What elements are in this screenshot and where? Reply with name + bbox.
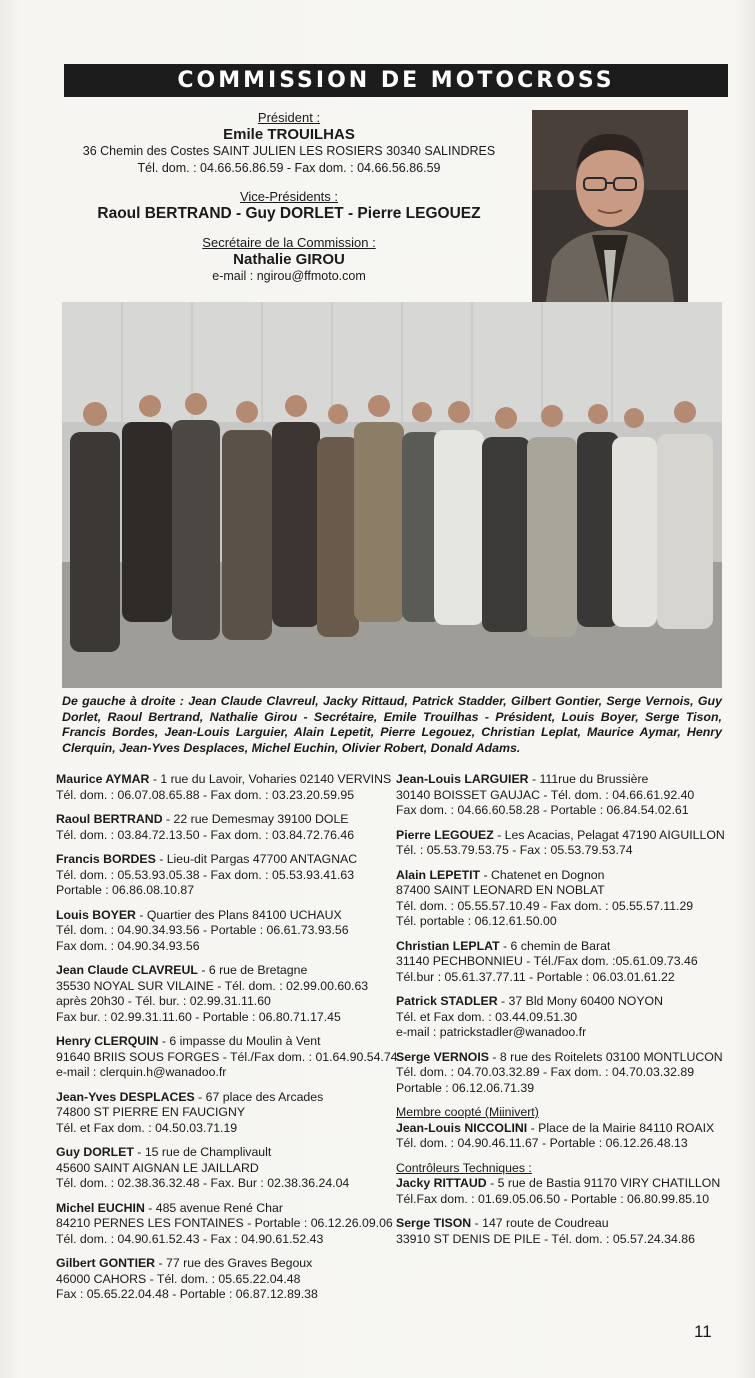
member-entry [396,939,736,986]
member-address: - Les Acacias, Pelagat 47190 AIGUILLON [493,827,725,842]
member-first-line [396,828,736,844]
member-name: Michel EUCHIN [56,1200,145,1215]
member-contact-line: Tél. dom. : 05.53.93.05.38 - Fax dom. : 05.53.93.41.63 [56,867,355,882]
member-entry [396,772,736,819]
member-contact-line: Fax dom. : 04.90.34.93.56 [56,938,200,953]
member-name: Louis BOYER [56,907,136,922]
member-first-line [56,1090,386,1106]
member-contact-line: Tél. et Fax dom. : 04.50.03.71.19 [56,1120,238,1135]
member-entry [56,963,386,1025]
member-name: Pierre LEGOUEZ [396,827,494,842]
member-address: - 147 route de Coudreau [471,1216,609,1230]
member-contact-line: 33910 ST DENIS DE PILE - Tél. dom. : 05.57.24.34.86 [396,1231,695,1246]
members-left-column [56,772,398,1312]
member-entry [56,852,386,899]
member-contact-line: 91640 BRIIS SOUS FORGES - Tél./Fax dom. : 01.64.90.54.74 [56,1049,398,1064]
member-entry [56,772,392,803]
member-first-line [396,868,736,884]
member-address: - 15 rue de Champlivault [133,1145,272,1159]
member-first-line [396,772,736,788]
member-name: Jean-Louis NICCOLINI [396,1120,528,1135]
secretary-email: e-mail : ngirou@ffmoto.com [212,269,366,283]
member-first-line [56,852,386,868]
member-contact-line: 31140 PECHBONNIEU - Tél./Fax dom. :05.61.09.73.46 [396,954,698,968]
member-address: - 6 impasse du Moulin à Vent [158,1034,321,1048]
section-header [64,64,728,97]
member-contact-line: Fax : 05.65.22.04.48 - Portable : 06.87.12.89.38 [56,1287,318,1301]
member-contact-line: Tél. dom. : 04.90.46.11.67 - Portable : 06.12.26.48.13 [396,1136,688,1150]
member-first-line [396,939,736,955]
member-contact-line: Tél. et Fax dom. : 03.44.09.51.30 [396,1009,578,1024]
member-address: - 8 rue des Roitelets 03100 MONTLUCON [488,1049,723,1064]
member-first-line [56,772,392,788]
member-entry [396,1105,736,1152]
member-contact-line: Tél. dom. : 04.90.61.52.43 - Fax : 04.90.61.52.43 [56,1231,324,1246]
member-contact-line: Tél. dom. : 03.84.72.13.50 - Fax dom. : 03.84.72.76.46 [56,827,355,842]
member-address: - 111rue du Brussière [528,772,649,786]
president-phones: Tél. dom. : 04.66.56.86.59 - Fax dom. : 04.66.56.86.59 [137,161,441,175]
member-contact-line: Tél. dom. : 04.70.03.32.89 - Fax dom. : 04.70.03.32.89 [396,1065,695,1079]
member-name: Gilbert GONTIER [56,1256,156,1270]
member-name: Henry CLERQUIN [56,1034,159,1048]
member-name: Raoul BERTRAND [56,812,163,826]
member-entry [396,994,736,1041]
vice-presidents-names: Raoul BERTRAND - Guy DORLET - Pierre LEGOUEZ [97,205,481,222]
member-name: Francis BORDES [56,852,156,866]
member-contact-line: 46000 CAHORS - Tél. dom. : 05.65.22.04.48 [56,1271,301,1286]
member-contact-line: Portable : 06.86.08.10.87 [56,883,195,897]
member-address: - Chatenet en Dognon [480,867,605,882]
member-name: Serge TISON [396,1216,472,1230]
member-contact-line: Tél. portable : 06.12.61.50.00 [396,914,557,928]
member-address: - 485 avenue René Char [144,1200,283,1215]
member-first-line [56,812,386,828]
member-entry [56,1090,386,1137]
member-contact-line: 45600 SAINT AIGNAN LE JAILLARD [56,1160,259,1175]
member-contact-line: 84210 PERNES LES FONTAINES - Portable : 06.12.26.09.06 [56,1216,393,1230]
member-entry [56,1034,398,1081]
member-entry [396,1050,736,1097]
member-entry [56,812,386,843]
member-contact-line: 87400 SAINT LEONARD EN NOBLAT [396,883,605,897]
page-number: 11 [694,1322,712,1341]
member-contact-line: Fax dom. : 04.66.60.58.28 - Portable : 06.84.54.02.61 [396,803,689,817]
member-group-heading: Membre coopté (Miinivert) [396,1105,539,1119]
member-entry [56,1145,386,1192]
member-address: - 22 rue Demesmay 39100 DOLE [162,812,349,826]
member-contact-line: Tél. dom. : 04.90.34.93.56 - Portable : 06.61.73.93.56 [56,923,349,937]
member-contact-line: 74800 ST PIERRE EN FAUCIGNY [56,1105,246,1119]
member-contact-line: 35530 NOYAL SUR VILAINE - Tél. dom. : 02.99.00.60.63 [56,978,369,993]
member-entry [56,1200,393,1248]
member-first-line [56,1034,386,1050]
member-contact-line: Tél. dom. : 06.07.08.65.88 - Fax dom. : 03.23.20.59.95 [56,787,355,802]
member-group-heading: Contrôleurs Techniques : [396,1160,532,1175]
member-contact-line: Tél. dom. : 05.55.57.10.49 - Fax dom. : 05.55.57.11.29 [396,898,694,913]
member-first-line [396,1176,736,1192]
section-title: COMMISSION DE MOTOCROSS [177,68,615,93]
member-contact-line: e-mail : patrickstadler@wanadoo.fr [396,1025,587,1039]
member-name: Jean-Yves DESPLACES [56,1089,195,1104]
member-contact-line: Fax bur. : 02.99.31.11.60 - Portable : 06.80.71.17.45 [56,1009,341,1024]
member-entry [56,908,386,955]
member-contact-line: Tél.Fax dom. : 01.69.05.06.50 - Portable : 06.80.99.85.10 [396,1191,710,1206]
member-first-line [56,1256,386,1272]
member-address: - Quartier des Plans 84100 UCHAUX [135,907,342,922]
member-contact-line: 30140 BOISSET GAUJAC - Tél. dom. : 04.66.61.92.40 [396,787,695,802]
member-contact-line: Portable : 06.12.06.71.39 [396,1080,535,1095]
member-first-line [396,1050,736,1066]
member-first-line [56,1201,386,1217]
member-name: Christian LEPLAT [396,938,500,953]
member-name: Alain LEPETIT [396,867,481,882]
member-contact-line: Tél. dom. : 02.38.36.32.48 - Fax. Bur : 02.38.36.24.04 [56,1176,350,1190]
member-name: Patrick STADLER [396,994,498,1008]
member-first-line [396,994,736,1010]
member-address: - 6 chemin de Barat [499,938,611,953]
members-right-column [396,772,736,1256]
member-contact-line: Tél. : 05.53.79.53.75 - Fax : 05.53.79.53.74 [396,843,633,857]
member-entry [396,828,736,859]
member-address: - 1 rue du Lavoir, Voharies 02140 VERVINS [149,772,392,786]
member-name: Maurice AYMAR [56,772,150,786]
member-first-line [56,908,386,924]
member-address: - Place de la Mairie 84110 ROAIX [527,1120,715,1135]
member-first-line [56,1145,386,1161]
member-address: - 37 Bld Mony 60400 NOYON [497,994,663,1008]
member-first-line [396,1216,736,1232]
member-address: - Lieu-dit Pargas 47700 ANTAGNAC [155,852,358,866]
president-title: Président : [257,110,321,125]
member-name: Serge VERNOIS [396,1049,489,1064]
group-photo [62,302,722,688]
member-name: Jean Claude CLAVREUL [56,963,198,977]
member-address: - 67 place des Arcades [194,1089,324,1104]
member-name: Jacky RITTAUD [396,1176,487,1190]
photo-caption: De gauche à droite : Jean Claude Clavreul, Jacky Rittaud, Patrick Stadder, Gilbert Gontier, Serge Vernois, Guy Dorlet, Raoul Bertrand, Nathalie Girou - Secrétaire, Emile Trouilhas - Président, Louis Boyer, Serge Tison, Francis Bordes, Jean-Louis Larguier, Alain Lepetit, Pierre Legouez, Christian Leplat, Maurice Aymar, Henry Clerquin, Jean-Yves Desplaces, Michel Euchin, Olivier Robert, Donald Adams. [62,694,722,755]
member-entry [396,868,736,930]
member-contact-line: e-mail : clerquin.h@wanadoo.fr [56,1065,227,1079]
member-entry [396,1161,736,1208]
president-portrait [532,110,688,328]
vice-presidents-title: Vice-Présidents : [239,189,339,204]
member-first-line [56,963,386,979]
member-address: - 6 rue de Bretagne [197,963,308,977]
member-entry [396,1216,736,1247]
officers-block [64,110,514,285]
member-first-line [396,1121,736,1137]
secretary-title: Secrétaire de la Commission : [202,235,376,250]
secretary-name: Nathalie GIROU [233,251,345,268]
member-address: - 77 rue des Graves Begoux [155,1256,313,1270]
president-name: Emile TROUILHAS [223,126,355,143]
member-name: Jean-Louis LARGUIER [396,772,529,786]
member-name: Guy DORLET [56,1145,134,1159]
member-contact-line: Tél.bur : 05.61.37.77.11 - Portable : 06.03.01.61.22 [396,969,675,984]
member-contact-line: après 20h30 - Tél. bur. : 02.99.31.11.60 [56,994,271,1008]
president-address: 36 Chemin des Costes SAINT JULIEN LES ROSIERS 30340 SALINDRES [82,144,496,158]
member-entry [56,1256,386,1303]
member-address: - 5 rue de Bastia 91170 VIRY CHATILLON [486,1176,721,1190]
